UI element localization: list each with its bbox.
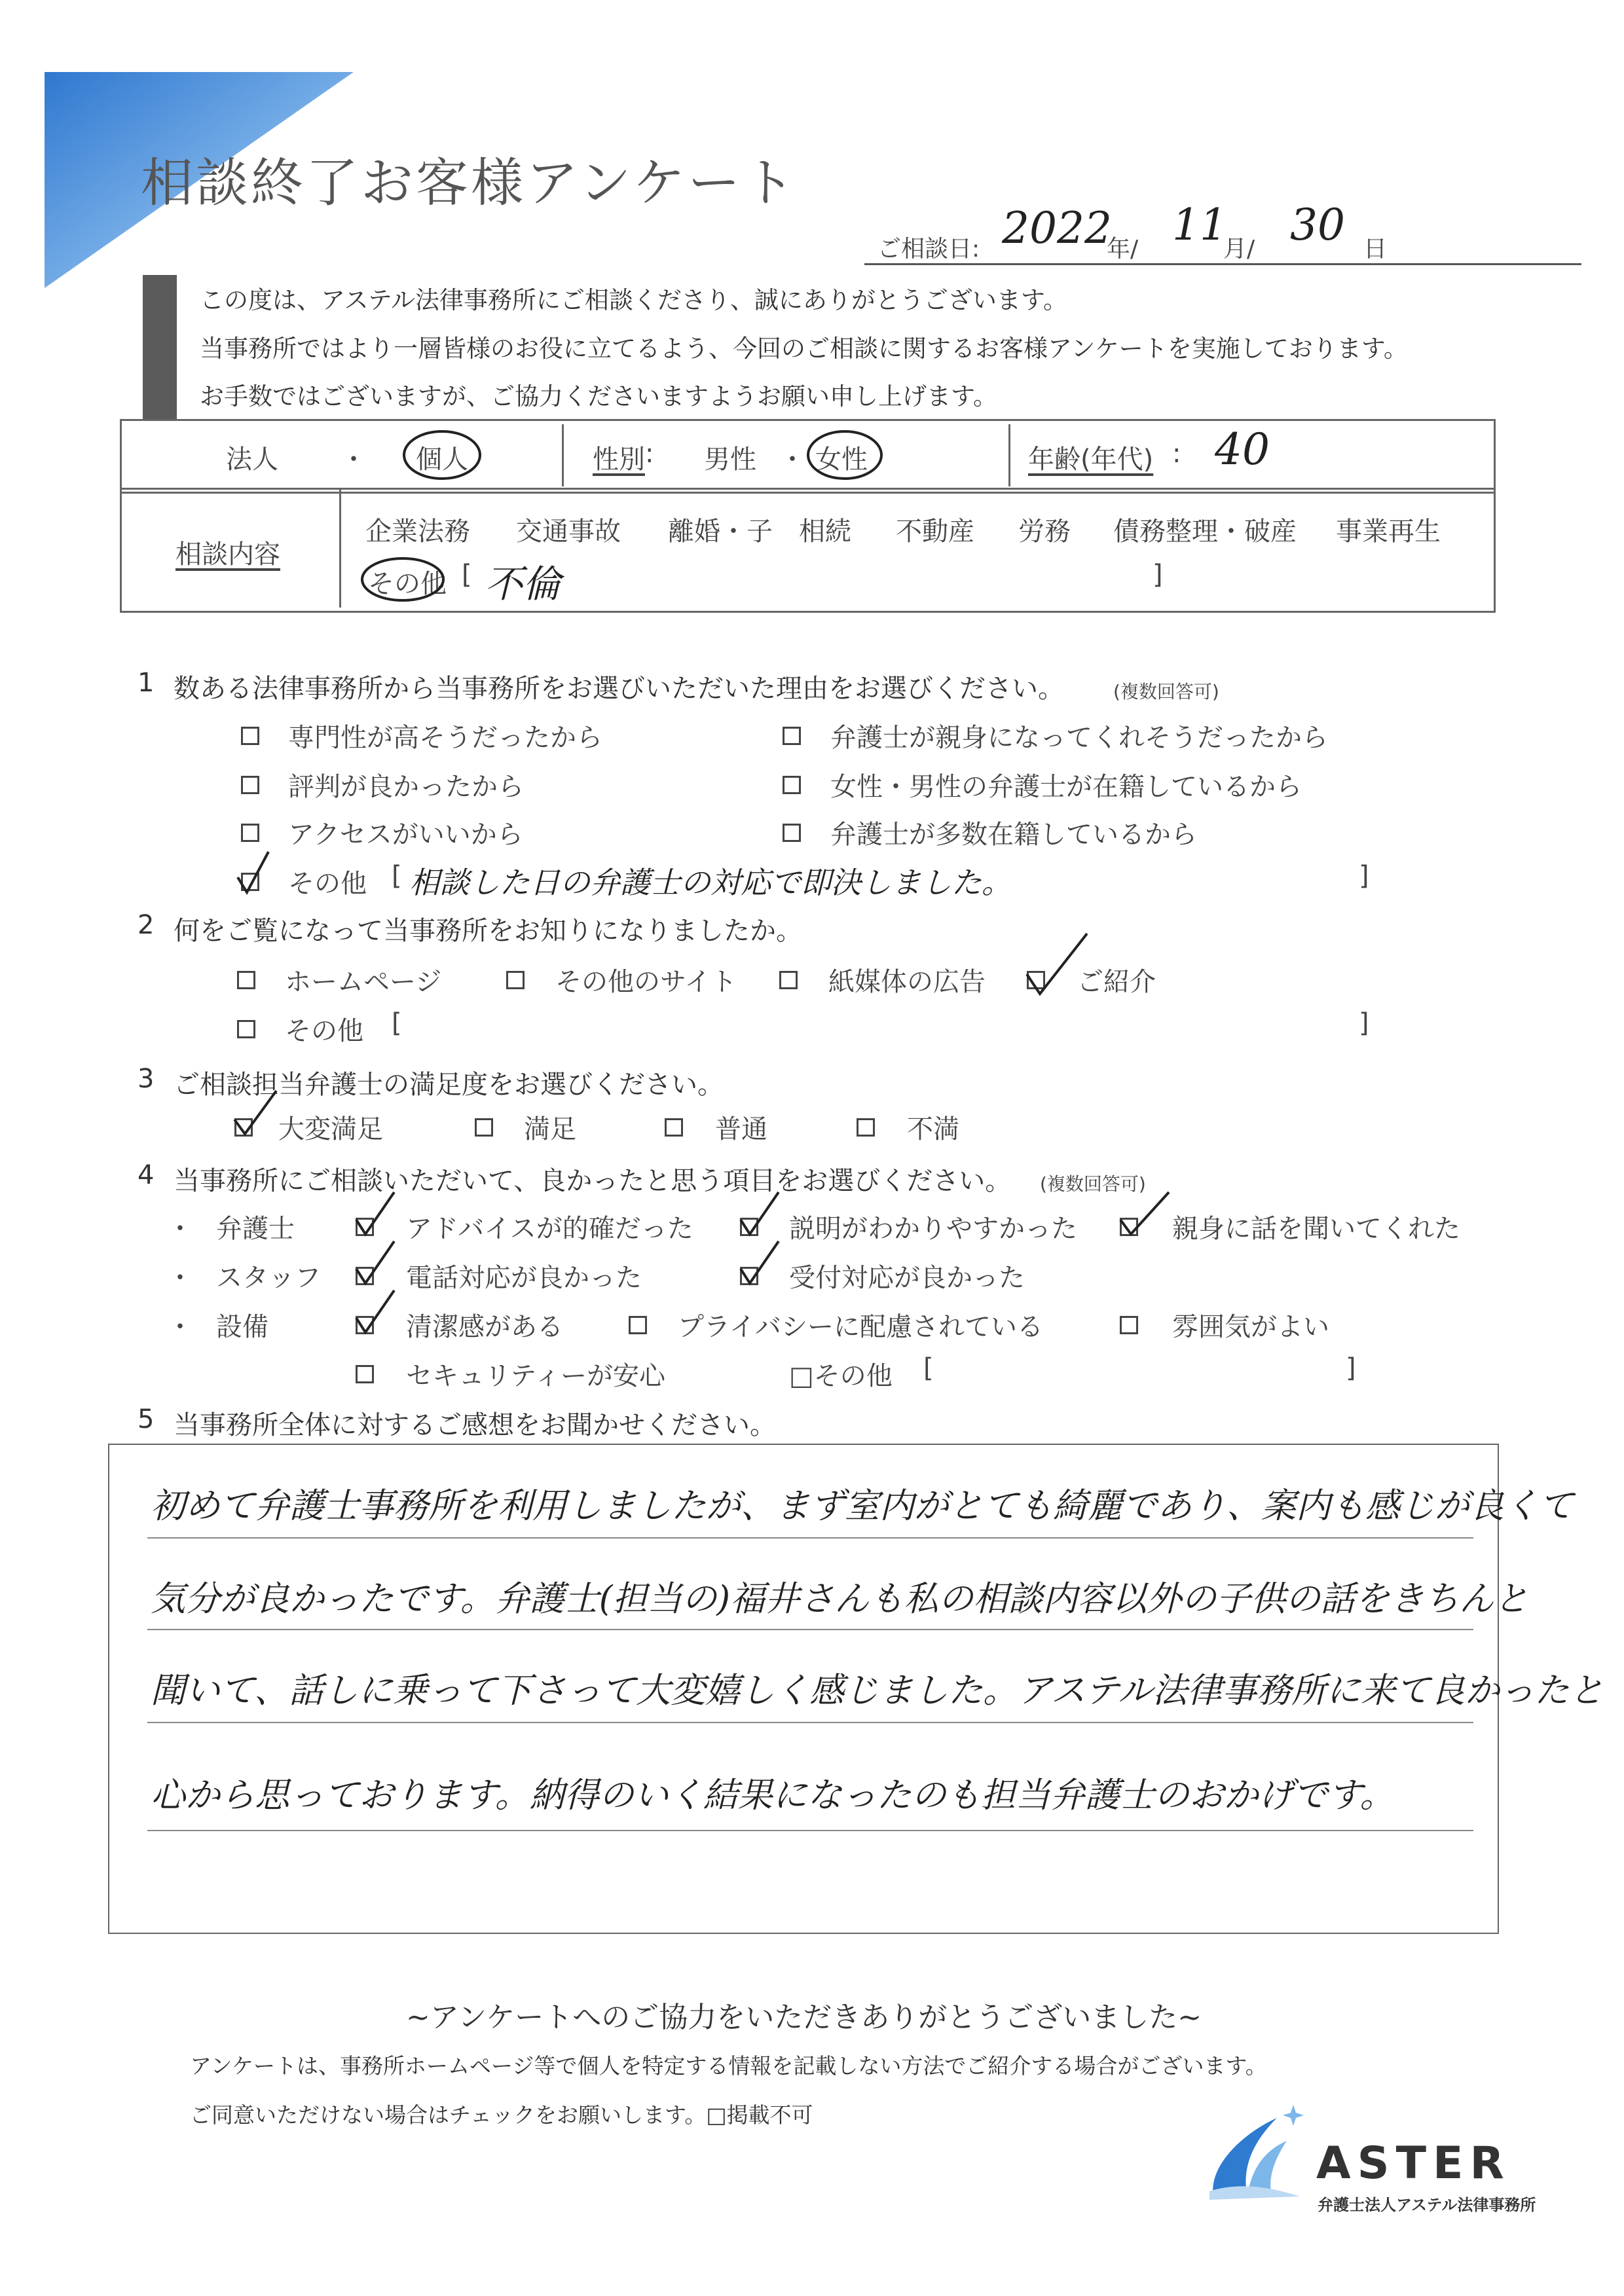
q4-option: 親身に話を聞いてくれた [1172,1214,1460,1244]
q3-text: ご相談担当弁護士の満足度をお選びください。 [174,1070,724,1100]
q2-option: その他のサイト [555,967,737,997]
consult-other[interactable]: その他 [368,569,447,599]
date-month-unit: 月/ [1223,236,1255,263]
consult-item[interactable]: 相続 [799,517,851,547]
q3-option: 大変満足 [278,1114,383,1144]
q5-text: 当事務所全体に対するご感想をお聞かせください。 [174,1410,776,1440]
consult-item[interactable]: 債務整理・破産 [1113,517,1297,547]
q1-checkbox[interactable] [783,824,801,842]
q3-checkbox[interactable] [857,1118,875,1137]
q4-group-label: 設備 [216,1312,268,1342]
consult-label: 相談内容 [175,539,280,570]
q2-other-checkbox[interactable] [237,1020,255,1038]
q2-checkbox[interactable] [506,971,525,989]
circle-mark-icon [802,426,887,484]
logo-subtitle: 弁護士法人アステル法律事務所 [1318,2196,1536,2214]
q4-group-label: スタッフ [216,1263,321,1293]
footer-thanks: ~アンケートへのご協力をいただきありがとうございました~ [406,2001,1202,2034]
q4-option: プライバシーに配慮されている [678,1312,1043,1342]
q1-checkbox[interactable] [783,727,801,745]
q1-number: 1 [138,668,155,698]
separator-dot: ・ [341,445,367,475]
q4-group-label: 弁護士 [216,1214,295,1244]
comment-line: 心から思っております。納得のいく結果になったのも担当弁護士のおかげです。 [151,1776,1395,1815]
intro-bar [143,275,177,419]
circle-mark-icon [357,553,449,606]
gender-label: 性別 [593,445,645,475]
corp-option[interactable]: 法人 [226,445,278,475]
q1-note: (複数回答可) [1113,681,1219,702]
consult-other-value: 不倫 [485,562,561,606]
q4-option: 受付対応が良かった [789,1263,1025,1293]
q4-number: 4 [138,1160,155,1190]
q1-option: 女性・男性の弁護士が在籍しているから [830,772,1302,802]
age-label: 年齢(年代) [1028,445,1154,475]
bracket-close: ] [1346,1353,1356,1383]
q1-text: 数ある法律事務所から当事務所をお選びいただいた理由をお選びください。 [174,674,1064,704]
q4-bullet: ・ [167,1263,193,1293]
q1-other-label: その他 [288,869,367,899]
bracket-close: ] [1359,861,1369,891]
q4-bullet: ・ [167,1312,193,1342]
bracket-open: [ [462,560,472,590]
date-month: 11 [1172,200,1227,250]
female-option[interactable]: 女性 [815,445,868,475]
date-label: ご相談日: [877,236,980,263]
q4-option: 雰囲気がよい [1172,1312,1329,1342]
consult-item[interactable]: 労務 [1018,517,1071,547]
page-title: 相談終了お客様アンケート [141,153,798,213]
comment-line: 初めて弁護士事務所を利用しましたが、まず室内がとても綺麗であり、案内も感じが良くて [151,1486,1574,1526]
comment-line: 気分が良かったです。弁護士(担当の)福井さんも私の相談内容以外の子供の話をきちんと [151,1579,1529,1619]
check-mark-icon [352,1286,398,1339]
check-mark-icon [231,1087,280,1139]
consult-item[interactable]: 交通事故 [516,517,621,547]
check-mark-icon [232,848,272,897]
q2-option: ホームページ [285,967,442,997]
q4-note: (複数回答可) [1040,1173,1146,1195]
divider [562,424,564,486]
q3-checkbox[interactable] [475,1118,493,1137]
q4-bullet: ・ [167,1214,193,1244]
date-day-unit: 日 [1363,236,1388,263]
q1-checkbox[interactable] [783,776,801,794]
q1-option: 弁護士が多数在籍しているから [830,820,1197,850]
q4-option: 説明がわかりやすかった [789,1214,1077,1244]
date-day: 30 [1290,200,1345,250]
q4-option: アドバイスが的確だった [406,1214,693,1244]
age-colon: : [1172,439,1181,469]
date-underline [864,263,1581,265]
separator-dot: ・ [779,445,805,475]
q1-option: 弁護士が親身になってくれそうだったから [830,723,1328,753]
ruled-line [147,1629,1473,1630]
consult-box [120,488,1496,613]
q1-option: アクセスがいいから [288,820,523,850]
q3-checkbox[interactable] [665,1118,683,1137]
q1-other-value: 相談した日の弁護士の対応で即決しました。 [409,865,1012,900]
q4-other-label[interactable]: □その他 [789,1361,893,1391]
gender-colon: : [645,439,654,469]
consult-item[interactable]: 不動産 [896,517,974,547]
q4-option: 清潔感がある [406,1312,563,1342]
q1-checkbox[interactable] [241,776,259,794]
intro-line: お手数ではございますが、ご協力くださいますようお願い申し上げます。 [200,382,998,410]
q1-option: 専門性が高そうだったから [288,723,602,753]
intro-line: 当事務所ではより一層皆様のお役に立てるよう、今回のご相談に関するお客様アンケートを実施しております。 [200,335,1408,363]
check-mark-icon [737,1237,783,1290]
circle-mark-icon [399,426,485,484]
q1-checkbox[interactable] [241,727,259,745]
date-year: 2022 [1002,203,1112,253]
consult-item[interactable]: 離婚・子 [668,517,773,547]
intro-line: この度は、アステル法律事務所にご相談くださり、誠にありがとうございます。 [200,286,1067,314]
date-year-unit: 年/ [1107,236,1139,263]
bracket-close: ] [1153,560,1163,590]
comment-line: 聞いて、話しに乗って下さって大変嬉しく感じました。アステル法律事務所に来て良かったと [151,1671,1604,1711]
q4-option: 電話対応が良かった [406,1263,642,1293]
ruled-line [147,1722,1473,1723]
footer-consent: ご同意いただけない場合はチェックをお願いします。□掲載不可 [190,2102,813,2128]
q4-option: セキュリティーが安心 [406,1361,665,1391]
q3-option: 不満 [907,1114,959,1144]
q2-option: ご紹介 [1077,967,1156,997]
ruled-line [147,1830,1473,1831]
q5-number: 5 [138,1404,155,1434]
q2-other-label: その他 [285,1016,363,1046]
ruled-line [147,1537,1473,1539]
q4-checkbox[interactable] [1120,1316,1138,1334]
check-mark-icon [352,1237,398,1290]
q4-checkbox[interactable] [629,1316,647,1334]
bracket-open: [ [392,1008,402,1038]
q2-option: 紙媒体の広告 [828,967,986,997]
q4-text: 当事務所にご相談いただいて、良かったと思う項目をお選びください。 [174,1166,1012,1196]
check-mark-icon [1116,1188,1172,1241]
age-value: 40 [1215,424,1270,475]
logo-wordmark: ASTER [1316,2138,1511,2189]
consult-item[interactable]: 事業再生 [1336,517,1441,547]
divider [339,490,341,608]
footer-note: アンケートは、事務所ホームページ等で個人を特定する情報を記載しない方法でご紹介する場合がございます。 [190,2053,1267,2079]
q2-number: 2 [138,910,155,940]
check-mark-icon [737,1188,783,1241]
male-option[interactable]: 男性 [704,445,756,475]
q3-option: 普通 [715,1114,767,1144]
q2-checkbox[interactable] [237,971,255,989]
q1-option: 評判が良かったから [288,772,524,802]
q3-number: 3 [138,1064,155,1094]
bracket-open: [ [392,861,402,891]
bracket-close: ] [1359,1008,1369,1038]
q2-text: 何をご覧になって当事務所をお知りになりましたか。 [174,916,802,946]
aster-logo-icon [1202,2105,1306,2203]
q2-checkbox[interactable] [779,971,798,989]
consult-item[interactable]: 企業法務 [365,517,470,547]
divider [1008,424,1010,486]
bracket-open: [ [923,1353,934,1383]
q4-checkbox[interactable] [356,1365,374,1383]
individual-option[interactable]: 個人 [416,445,468,475]
check-mark-icon [352,1188,398,1241]
q3-option: 満足 [524,1114,576,1144]
q1-checkbox[interactable] [241,824,259,842]
